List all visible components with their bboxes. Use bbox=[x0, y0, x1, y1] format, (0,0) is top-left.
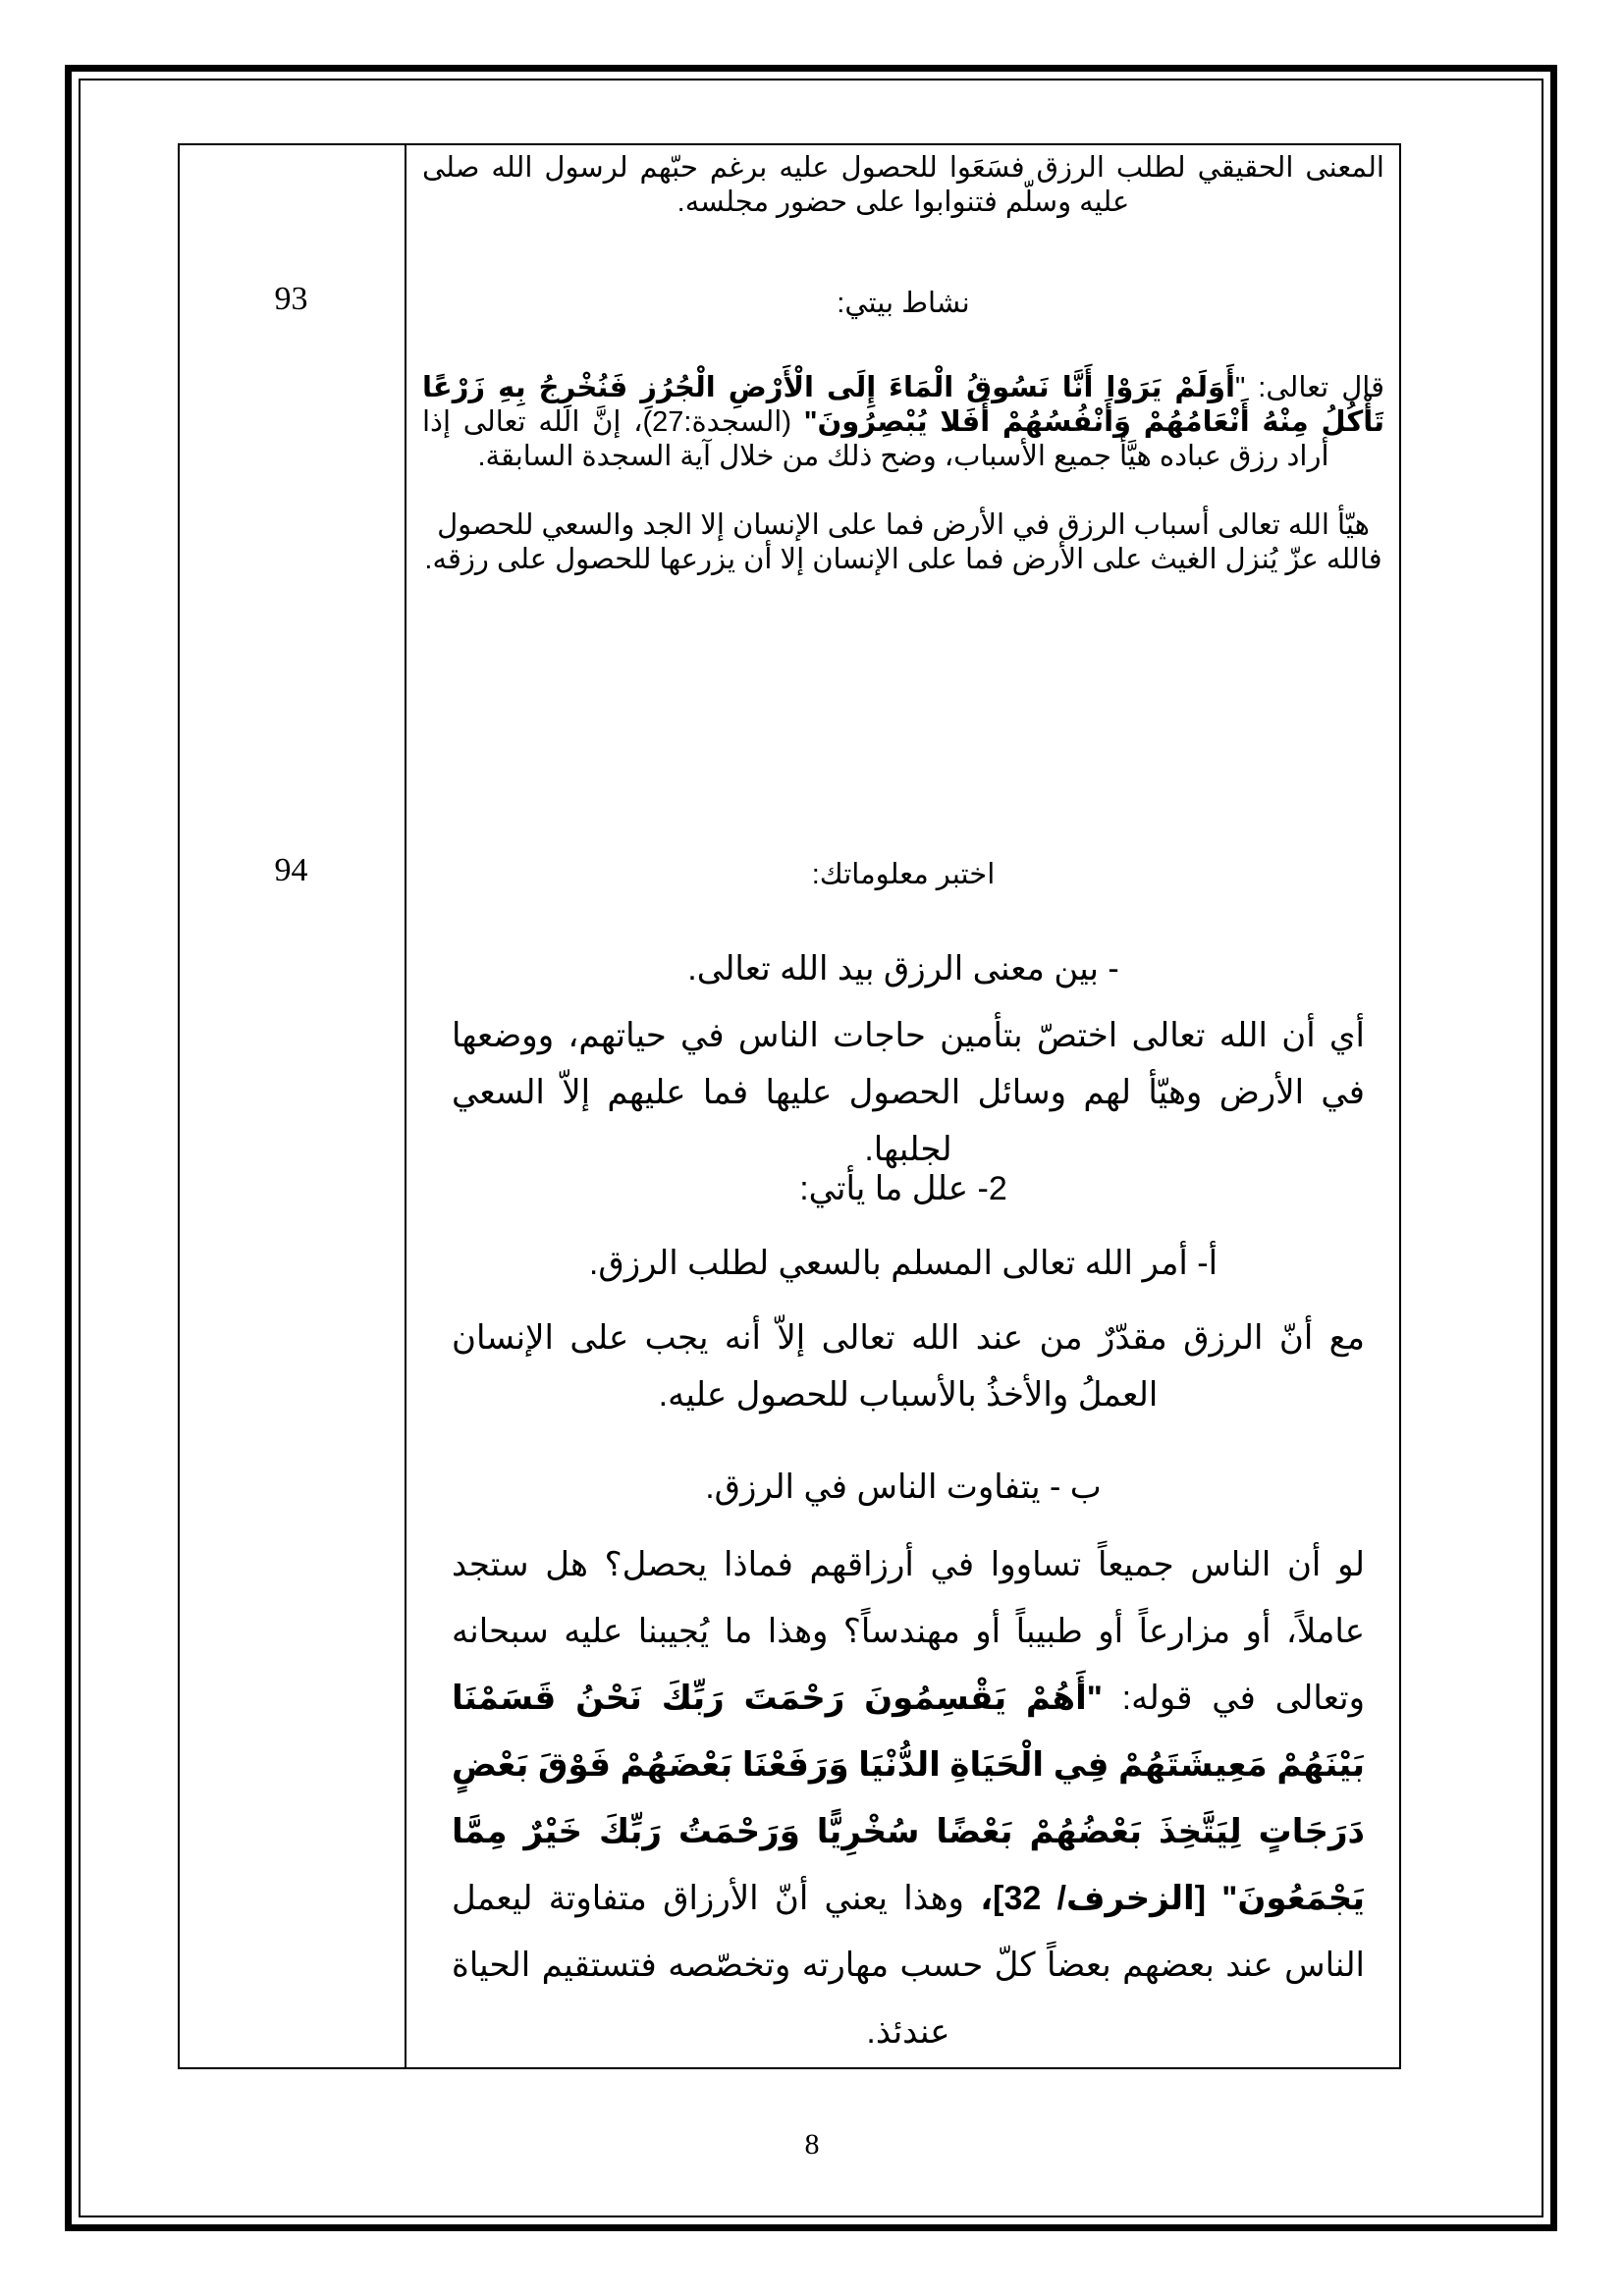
quran-verse-zukhruf: "أَهُمْ يَقْسِمُونَ رَحْمَتَ رَبِّكَ نَحْنُ قَسَمْنَا بَيْنَهُمْ مَعِيشَتَهُمْ فِي الْحَيَاةِ الدُّنْيَا وَرَفَعْنَا بَعْضَهُمْ فَوْقَ بَعْضٍ دَرَجَاتٍ لِيَتَّخِذَ بَعْضُهُمْ بَعْضًا سُخْرِيًّا وَرَحْمَتُ رَبِّكَ خَيْرٌ مِمَّا يَجْمَعُونَ" [الزخرف/ 32]، bbox=[452, 1680, 1365, 1917]
quran-verse-sajda: أَوَلَمْ يَرَوْا أَنَّا نَسُوقُ الْمَاءَ إِلَى الْأَرْضِ الْجُرُزِ فَنُخْرِجُ بِهِ زَرْعًا تَأْكُلُ مِنْهُ أَنْعَامُهُمْ وَأَنْفُسُهُمْ أَفَلا يُبْصِرُونَ" bbox=[422, 372, 1384, 438]
answer-2b-conclusion: وهذا يعني أنّ الأرزاق متفاوتة ليعمل الناس عند بعضهم بعضاً كلّ حسب مهارته وتخصّصه فتستقيم الحياة عندئذ. bbox=[452, 1880, 1365, 2051]
answer-2b bbox=[452, 1531, 1365, 2065]
home-activity-answer: هيّأ الله تعالى أسباب الرزق في الأرض فما على الإنسان إلا الجد والسعي للحصول فالله عزّ يُنزل الغيث على الأرض فما على الإنسان إلا أن يزرعها للحصول على رزقه. bbox=[424, 509, 1382, 575]
answer-2b-intro: لو أن الناس جميعاً تساووا في أرزاقهم فماذا يحصل؟ هل ستجد عاملاً، أو مزارعاً أو طبيباً أو مهندساً؟ وهذا ما يُجيبنا عليه سبحانه وتعالى في قوله: bbox=[452, 1546, 1365, 1717]
page-number: 8 bbox=[804, 2128, 820, 2161]
page-ref-93: 93 bbox=[274, 281, 308, 317]
home-activity-heading: نشاط بيتي: bbox=[837, 288, 970, 319]
test-knowledge-heading: اختبر معلوماتك: bbox=[811, 859, 996, 890]
column-divider bbox=[405, 143, 406, 2069]
question-2b: ب - يتفاوت الناس في الرزق. bbox=[705, 1468, 1102, 1506]
quote-prefix: قال تعالى: " bbox=[1234, 372, 1385, 403]
answer-2a: مع أنّ الرزق مقدّرٌ من عند الله تعالى إلاّ أنه يجب على الإنسان العملُ والأخذُ بالأسباب للحصول عليه. bbox=[452, 1319, 1365, 1414]
row1-intro-text: المعنى الحقيقي لطلب الرزق فسَعَوا للحصول عليه برغم حبّهم لرسول الله صلى عليه وسلّم فتنوابوا على حضور مجلسه. bbox=[422, 152, 1384, 218]
question-2: 2- علل ما يأتي: bbox=[799, 1170, 1007, 1207]
answer-1: أي أن الله تعالى اختصّ بتأمين حاجات الناس في حياتهم، ووضعها في الأرض وهيّأ لهم وسائل الحصول عليها فما عليهم إلاّ السعي لجلبها. bbox=[452, 1017, 1365, 1168]
quote-reference: (السجدة:27)، إنَّ الله تعالى إذا أراد رزق عباده هيَّأ جميع الأسباب، وضح ذلك من خلال آية السجدة السابقة. bbox=[422, 406, 1329, 472]
question-1: - بين معنى الرزق بيد الله تعالى. bbox=[687, 950, 1119, 988]
home-activity-question bbox=[422, 371, 1384, 474]
question-2a: أ- أمر الله تعالى المسلم بالسعي لطلب الرزق. bbox=[588, 1245, 1218, 1282]
page-ref-94: 94 bbox=[274, 852, 308, 888]
